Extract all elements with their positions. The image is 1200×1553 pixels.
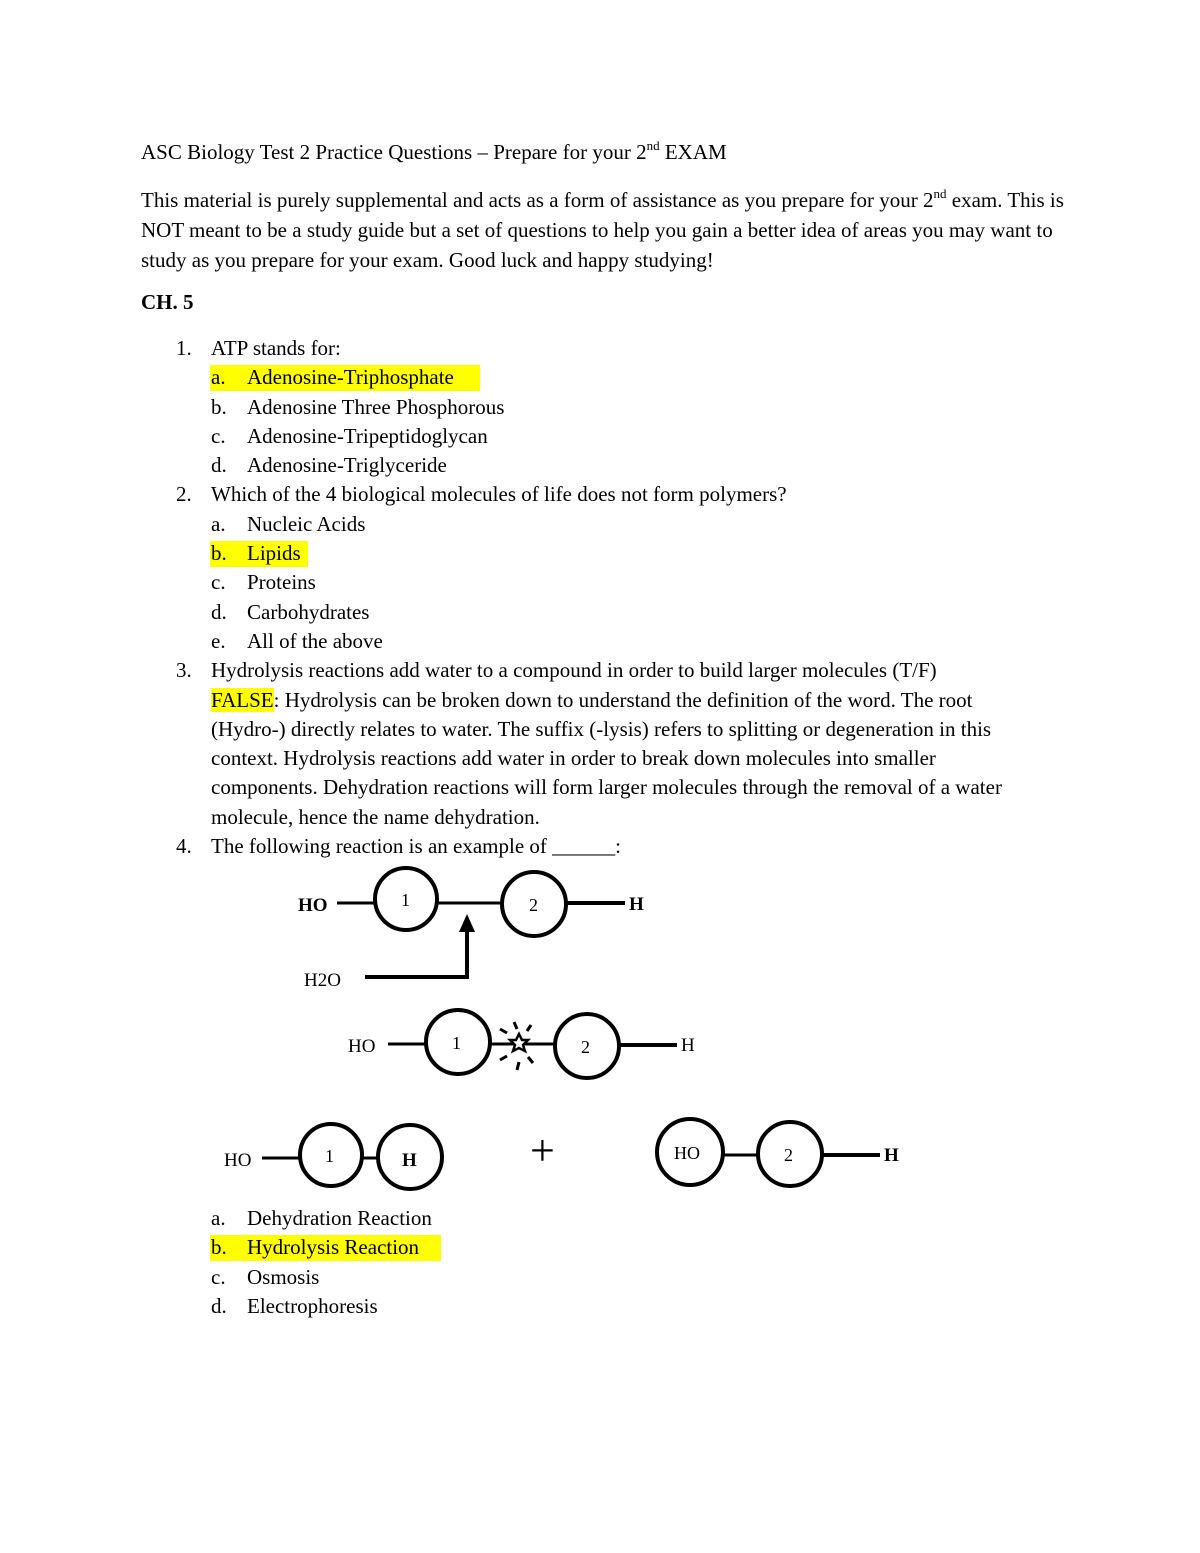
option-row: [0, 510, 1200, 539]
option-text: Osmosis: [247, 1264, 320, 1289]
hydrogen-label: H: [884, 1145, 899, 1166]
intro-paragraph: [141, 185, 1071, 275]
plus-sign: +: [530, 1126, 555, 1175]
option-letter: a.: [211, 1206, 226, 1230]
option-letter: a.: [211, 365, 226, 390]
question-3: [0, 656, 1200, 685]
hydrogen-label: H: [681, 1035, 695, 1056]
option-row: [0, 627, 1200, 656]
option-text: Dehydration Reaction: [247, 1206, 432, 1230]
option-letter: c.: [211, 423, 226, 448]
option-letter: c.: [211, 1264, 226, 1289]
title-superscript: nd: [646, 138, 660, 153]
option-row: [0, 598, 1200, 627]
option-text: Carbohydrates: [247, 599, 370, 624]
option-row: [0, 1263, 1200, 1292]
option-text: Proteins: [247, 570, 316, 595]
question-2: [0, 480, 1200, 509]
option-row: [0, 451, 1200, 480]
document-title: [141, 140, 727, 165]
option-text: Adenosine-Triglyceride: [247, 453, 447, 478]
question-number: 1.: [176, 336, 192, 360]
option-row: [0, 1233, 1200, 1262]
option-letter: d.: [211, 453, 227, 478]
monomer-1-label: 1: [325, 1146, 334, 1166]
hydrogen-label: H: [629, 894, 644, 915]
question-text: Which of the 4 biological molecules of life does not form polymers?: [211, 482, 787, 507]
option-letter: b.: [211, 541, 227, 566]
question-4: [0, 832, 1200, 861]
question-4-options: [0, 1204, 1200, 1321]
question-number: 3.: [176, 658, 192, 683]
option-letter: d.: [211, 599, 227, 624]
option-letter: d.: [211, 1293, 227, 1318]
option-text: Adenosine-Triphosphate: [247, 365, 454, 390]
answer-explanation: [211, 686, 1041, 832]
water-label: H2O: [304, 970, 341, 991]
monomer-2-label: 2: [784, 1145, 793, 1165]
intro-part1: This material is purely supplemental and acts as a form of assistance as you prepare for your 2: [141, 188, 934, 212]
hydrolysis-reaction-figure: [0, 860, 1200, 1200]
intro-part2: exam. This is NOT meant to be a study guide but a set of questions to help you gain a better idea of areas you may want to study as you prepare for your exam. Good luck and happy studying!: [141, 188, 1064, 272]
monomer-2-label: 2: [581, 1037, 590, 1057]
bond-break-icon: [500, 1022, 540, 1070]
option-text: Adenosine Three Phosphorous: [247, 394, 505, 419]
option-letter: b.: [211, 394, 227, 419]
intro-superscript: nd: [933, 186, 947, 201]
option-text: Hydrolysis Reaction: [247, 1235, 420, 1260]
option-row: [0, 363, 1200, 392]
question-1: [0, 334, 1200, 363]
monomer-1-label: 1: [401, 890, 410, 910]
question-number: 2.: [176, 482, 192, 507]
reactant-row: [298, 868, 644, 991]
option-row: [0, 568, 1200, 597]
question-text: The following reaction is an example of ______:: [211, 834, 621, 859]
option-row: [0, 539, 1200, 568]
option-letter: a.: [211, 511, 226, 536]
hydroxyl-circle-label: HO: [674, 1143, 700, 1163]
question-text: Hydrolysis reactions add water to a compound in order to build larger molecules (T/F): [211, 658, 937, 683]
option-row: [0, 1292, 1200, 1321]
option-text: Lipids: [247, 541, 301, 566]
option-text: Adenosine-Tripeptidoglycan: [247, 423, 488, 448]
title-end: EXAM: [659, 140, 727, 164]
hydrogen-circle-label: H: [402, 1150, 417, 1171]
monomer-2-label: 2: [529, 895, 538, 915]
option-letter: c.: [211, 570, 226, 595]
water-arrow: [365, 930, 467, 977]
monomer-1-label: 1: [452, 1033, 461, 1053]
question-list: [0, 334, 1200, 861]
option-row: [0, 393, 1200, 422]
chapter-heading: CH. 5: [141, 290, 194, 314]
answer-text: : Hydrolysis can be broken down to understand the definition of the word. The root (Hydro-) directly relates to water. The suffix (-lysis) refers to splitting or degeneration in this context. Hydrolysis reactions add water in order to break down molecules into smaller components. Dehydration reactions will form larger molecules through the removal of a water molecule, hence the name dehydration.: [211, 687, 1002, 829]
option-text: Electrophoresis: [247, 1293, 378, 1318]
arrow-head-icon: [459, 914, 475, 932]
title-main: ASC Biology Test 2 Practice Questions – Prepare for your 2: [141, 140, 647, 164]
option-row: [0, 422, 1200, 451]
option-letter: b.: [211, 1235, 227, 1260]
question-number: 4.: [176, 834, 192, 859]
cleavage-row: [348, 1010, 695, 1078]
hydroxyl-label: HO: [298, 895, 328, 916]
option-text: All of the above: [247, 628, 383, 653]
answer-label: FALSE: [211, 687, 274, 712]
product-row: [224, 1119, 899, 1189]
option-row: [0, 1204, 1200, 1233]
hydroxyl-label: HO: [348, 1036, 376, 1057]
hydroxyl-label: HO: [224, 1150, 252, 1171]
option-text: Nucleic Acids: [247, 511, 366, 536]
question-text: ATP stands for:: [211, 336, 341, 360]
option-letter: e.: [211, 628, 226, 653]
